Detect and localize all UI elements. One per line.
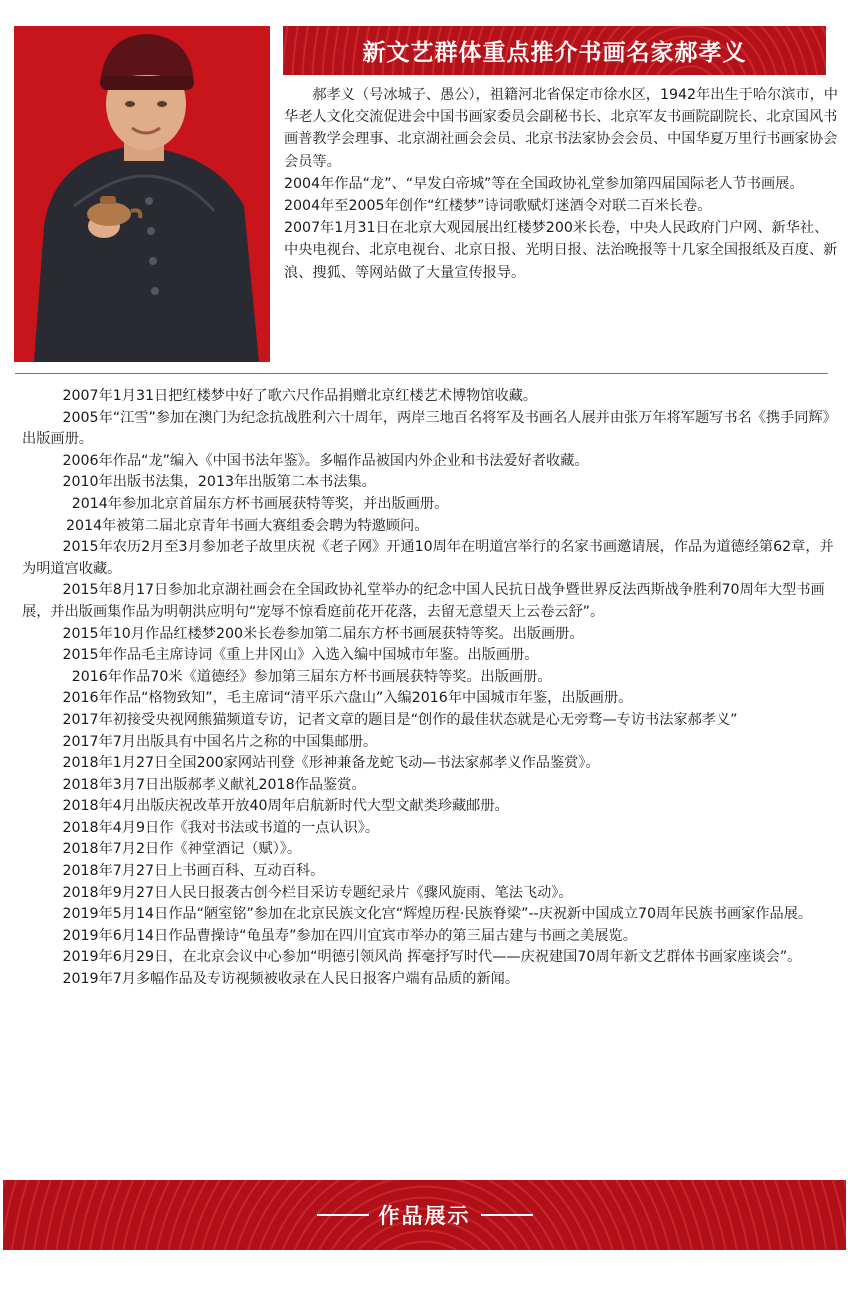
body-paragraph: 2015年作品毛主席诗词《重上井冈山》入选入编中国城市年鉴。出版画册。 bbox=[62, 647, 539, 664]
body-paragraph: 2005年“江雪”参加在澳门为纪念抗战胜利六十周年，两岸三地百名将军及书画名人展并由张万年将军题写书名《携手同辉》出版画册。 bbox=[22, 409, 837, 448]
intro-paragraph: 2004年作品“龙”、“早发白帝城”等在全国政协礼堂参加第四届国际老人节书画展。 bbox=[284, 175, 804, 192]
body-paragraph: 2018年7月27日上书画百科、互动百科。 bbox=[62, 863, 325, 880]
body-paragraph: 2017年初接受央视网熊猫频道专访，记者文章的题目是“创作的最佳状态就是心无旁骛—专访书法家郝孝义” bbox=[62, 711, 738, 728]
works-showcase-title: 作品展示 bbox=[378, 1203, 471, 1228]
intro-text bbox=[284, 84, 840, 284]
banner-right-rule bbox=[481, 1214, 533, 1216]
portrait-illustration bbox=[14, 26, 270, 362]
intro-paragraph: 2007年1月31日在北京大观园展出红楼梦200米长卷，中央人民政府门户网、新华社、中央电视台、北京电视台、北京日报、光明日报、法治晚报等十几家全国报纸及百度、新浪、搜狐、等网站做了大量宣传报导。 bbox=[284, 220, 838, 281]
body-paragraph: 2018年4月出版庆祝改革开放40周年启航新时代大型文献类珍藏邮册。 bbox=[62, 798, 509, 815]
body-paragraph: 2015年10月作品红楼梦200米长卷参加第二届东方杯书画展获特等奖。出版画册。 bbox=[62, 625, 584, 642]
body-paragraph: 2014年参加北京首届东方杯书画展获特等奖，并出版画册。 bbox=[71, 495, 449, 512]
body-paragraph: 2018年1月27日全国200家网站刊登《形神兼备龙蛇飞动—书法家郝孝义作品鉴赏》。 bbox=[62, 755, 600, 772]
body-paragraph: 2019年6月14日作品曹操诗“龟虽寿”参加在四川宜宾市举办的第三届古建与书画之美展览。 bbox=[62, 927, 637, 944]
title-banner bbox=[283, 26, 826, 75]
page-title: 新文艺群体重点推介书画名家郝孝义 bbox=[362, 39, 747, 66]
banner-left-rule bbox=[317, 1214, 369, 1216]
body-paragraph: 2015年农历2月至3月参加老子故里庆祝《老子网》开通10周年在明道宫举行的名家书画邀请展，作品为道德经第62章，并为明道宫收藏。 bbox=[22, 539, 834, 577]
intro-paragraph: 2004年至2005年创作“红楼梦”诗词歌赋灯迷酒令对联二百米长卷。 bbox=[284, 198, 712, 215]
body-paragraph: 2015年8月17日参加北京湖社画会在全国政协礼堂举办的纪念中国人民抗日战争暨世界反法西斯战争胜利70周年大型书画展，并出版画集作品为明朝洪应明句“宠辱不惊看庭前花开花落，去留无意望天上云卷云舒”。 bbox=[22, 582, 825, 620]
divider bbox=[15, 373, 828, 374]
body-paragraph: 2006年作品“龙”编入《中国书法年鉴》。多幅作品被国内外企业和书法爱好者收藏。 bbox=[62, 452, 589, 469]
body-paragraph: 2007年1月31日把红楼梦中好了歌六尺作品捐赠北京红楼艺术博物馆收藏。 bbox=[62, 388, 538, 404]
body-paragraph: 2016年作品70米《道德经》参加第三届东方杯书画展获特等奖。出版画册。 bbox=[71, 668, 552, 685]
body-paragraph: 2019年5月14日作品“陋室铭”参加在北京民族文化宫“辉煌历程·民族脊梁”--庆祝新中国成立70周年民族书画家作品展。 bbox=[62, 906, 813, 923]
biography-body bbox=[22, 386, 838, 991]
body-paragraph: 2018年3月7日出版郝孝义献礼2018作品鉴赏。 bbox=[62, 776, 366, 793]
body-paragraph: 2019年7月多幅作品及专访视频被收录在人民日报客户端有品质的新闻。 bbox=[62, 971, 520, 988]
portrait-photo bbox=[14, 26, 270, 362]
body-paragraph: 2018年4月9日作《我对书法或书道的一点认识》。 bbox=[62, 819, 380, 836]
works-showcase-banner bbox=[3, 1180, 846, 1250]
body-paragraph: 2018年7月2日作《神堂酒记（赋）》。 bbox=[62, 841, 302, 858]
body-paragraph: 2019年6月29日，在北京会议中心参加“明德引领风尚 挥毫抒写时代——庆祝建国70周年新文艺群体书画家座谈会”。 bbox=[62, 949, 802, 966]
body-paragraph: 2014年被第二届北京青年书画大赛组委会聘为特邀顾问。 bbox=[66, 517, 429, 534]
body-paragraph: 2017年7月出版具有中国名片之称的中国集邮册。 bbox=[62, 733, 378, 750]
intro-paragraph: 郝孝义（号冰城子、愚公），祖籍河北省保定市徐水区，1942年出生于哈尔滨市，中华老人文化交流促进会中国书画家委员会副秘书长、北京军友书画院副院长、北京国风书画普教学会理事、北京湖社画会会员、北京书法家协会会员、中国华夏万里行书画家协会会员等。 bbox=[284, 87, 838, 170]
body-paragraph: 2010年出版书法集，2013年出版第二本书法集。 bbox=[62, 474, 376, 491]
body-paragraph: 2018年9月27日人民日报袭古创今栏目采访专题纪录片《骤风旋雨、笔法飞动》。 bbox=[62, 884, 573, 901]
body-paragraph: 2016年作品“格物致知”，毛主席词“清平乐六盘山”入编2016年中国城市年鉴，出版画册。 bbox=[62, 690, 633, 707]
